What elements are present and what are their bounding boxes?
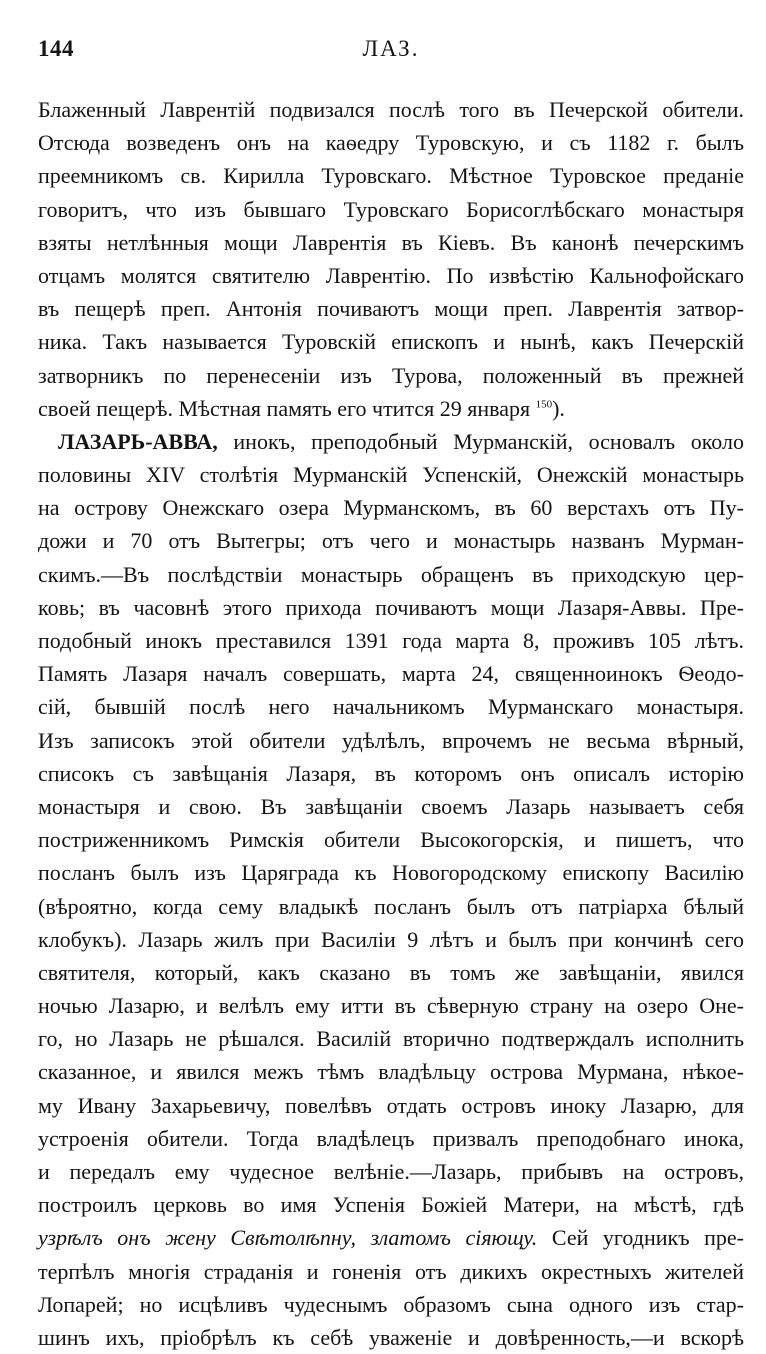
- text-line: ночью Лазарю, и велѣлъ ему итти въ сѣверную страну на озеро Оне-: [38, 993, 744, 1019]
- text-line: устроенія обители. Тогда владѣлецъ призвалъ преподобнаго инока,: [38, 1125, 744, 1151]
- entry-first-line-rest: инокъ, преподобный Мурманскій, основалъ около: [217, 428, 744, 454]
- text-line: и передалъ ему чудесное велѣніе.—Лазарь, прибывъ на островъ,: [38, 1159, 744, 1184]
- text-line: посланъ былъ изъ Царяграда къ Новогородскому епископу Василію: [38, 860, 744, 886]
- page-header: [38, 36, 744, 70]
- text-line: въ пещерѣ преп. Антонія почиваютъ мощи преп. Лаврентія затвор-: [38, 296, 744, 322]
- text-line: ника. Такъ называется Туровскій епископъ и нынѣ, какъ Печерскій: [38, 329, 744, 355]
- text-line: сій, бывшій послѣ него начальникомъ Мурманскаго монастыря.: [38, 694, 744, 720]
- text-line: отцамъ молятся святителю Лаврентію. По извѣстію Кальнофойскаго: [38, 262, 744, 288]
- text-line: ковь; въ часовнѣ этого прихода почиваютъ мощи Лазаря-Аввы. Пре-: [38, 594, 744, 620]
- text-line-rest: Сей угодникъ пре-: [537, 1225, 744, 1251]
- text-line: на острову Онежскаго озера Мурманскомъ, въ 60 верстахъ отъ Пу-: [38, 495, 744, 521]
- text-line: Блаженный Лаврентій подвизался послѣ того въ Печерской обители.: [38, 97, 744, 122]
- text-line: построилъ церковь во имя Успенія Божіей Матери, на мѣстѣ, гдѣ: [38, 1192, 744, 1218]
- text-line-with-quote: [38, 1221, 744, 1254]
- text-line: Изъ записокъ этой обители удѣлѣлъ, впрочемъ не весьма вѣрный,: [38, 727, 744, 753]
- text-line-tail: ).: [552, 395, 565, 421]
- text-line: взяты нетлѣнныя мощи Лаврентія въ Кіевъ. Въ канонѣ печерскимъ: [38, 229, 744, 255]
- text-line: Отсюда возведенъ онъ на каѳедру Туровскую, и съ 1182 г. былъ: [38, 130, 744, 156]
- book-page: [38, 0, 744, 1350]
- text-line: (вѣроятно, когда сему владыкѣ посланъ былъ отъ патріарха бѣлый: [38, 893, 744, 919]
- entry-headword: ЛАЗАРЬ-АВВА,: [58, 428, 218, 454]
- text-line: клобукъ). Лазарь жилъ при Василіи 9 лѣтъ и былъ при кончинѣ сего: [38, 926, 744, 952]
- text-line: дожи и 70 отъ Вытегры; отъ чего и монастырь названъ Мурман-: [38, 528, 744, 554]
- text-line: му Ивану Захарьевичу, повелѣвъ отдать островъ иноку Лазарю, для: [38, 1092, 744, 1118]
- text-line: Память Лазаря началъ совершать, марта 24, священноинокъ Ѳеодо-: [38, 661, 744, 687]
- text-line-with-footnote: [38, 392, 744, 425]
- text-line: половины XIV столѣтія Мурманскій Успенскій, Онежскій монастырь: [38, 462, 744, 488]
- text-line: сказанное, и явился межъ тѣмъ владѣльцу острова Мурмана, нѣкое-: [38, 1059, 744, 1085]
- text-line: подобный инокъ преставился 1391 года марта 8, проживъ 105 лѣтъ.: [38, 628, 744, 653]
- footnote-reference: 150: [535, 398, 553, 411]
- running-head: ЛАЗ.: [362, 36, 420, 61]
- text-line: святителя, который, какъ сказано въ томъ же завѣщаніи, явился: [38, 959, 744, 985]
- text-line: шинъ ихъ, пріобрѣлъ къ себѣ уваженіе и довѣренность,—и вскорѣ: [38, 1324, 744, 1350]
- text-line: говоритъ, что изъ бывшаго Туровскаго Борисоглѣбскаго монастыря: [38, 196, 744, 222]
- text-line: скимъ.—Въ послѣдствіи монастырь обращенъ въ приходскую цер-: [38, 561, 744, 587]
- text-line: затворникъ по перенесеніи изъ Турова, положенный въ прежней: [38, 362, 744, 388]
- text-line-content: своей пещерѣ. Мѣстная память его чтится 29 января: [38, 395, 531, 421]
- text-line: го, но Лазарь не рѣшался. Василій вторично подтверждалъ исполнить: [38, 1026, 744, 1052]
- text-line: постриженникомъ Римскія обители Высокогорскія, и пишетъ, что: [38, 827, 744, 853]
- text-line: терпѣлъ многія страданія и гоненія отъ дикихъ окрестныхъ жителей: [38, 1258, 744, 1284]
- text-line: Лопарей; но исцѣливъ чудеснымъ образомъ сына одного изъ стар-: [38, 1291, 744, 1317]
- text-line: списокъ съ завѣщанія Лазаря, въ которомъ онъ описалъ исторію: [38, 760, 744, 786]
- entry-first-line: [38, 425, 744, 458]
- italic-quotation: узрѣлъ онъ жену Свѣтолѣпну, златомъ сіяющу.: [38, 1225, 538, 1251]
- text-line: монастыря и свою. Въ завѣщаніи своемъ Лазарь называетъ себя: [38, 793, 744, 819]
- article-text: [38, 93, 744, 1354]
- text-line: преемникомъ св. Кирилла Туровскаго. Мѣстное Туровское преданіе: [38, 163, 744, 189]
- page-number: 144: [38, 36, 74, 61]
